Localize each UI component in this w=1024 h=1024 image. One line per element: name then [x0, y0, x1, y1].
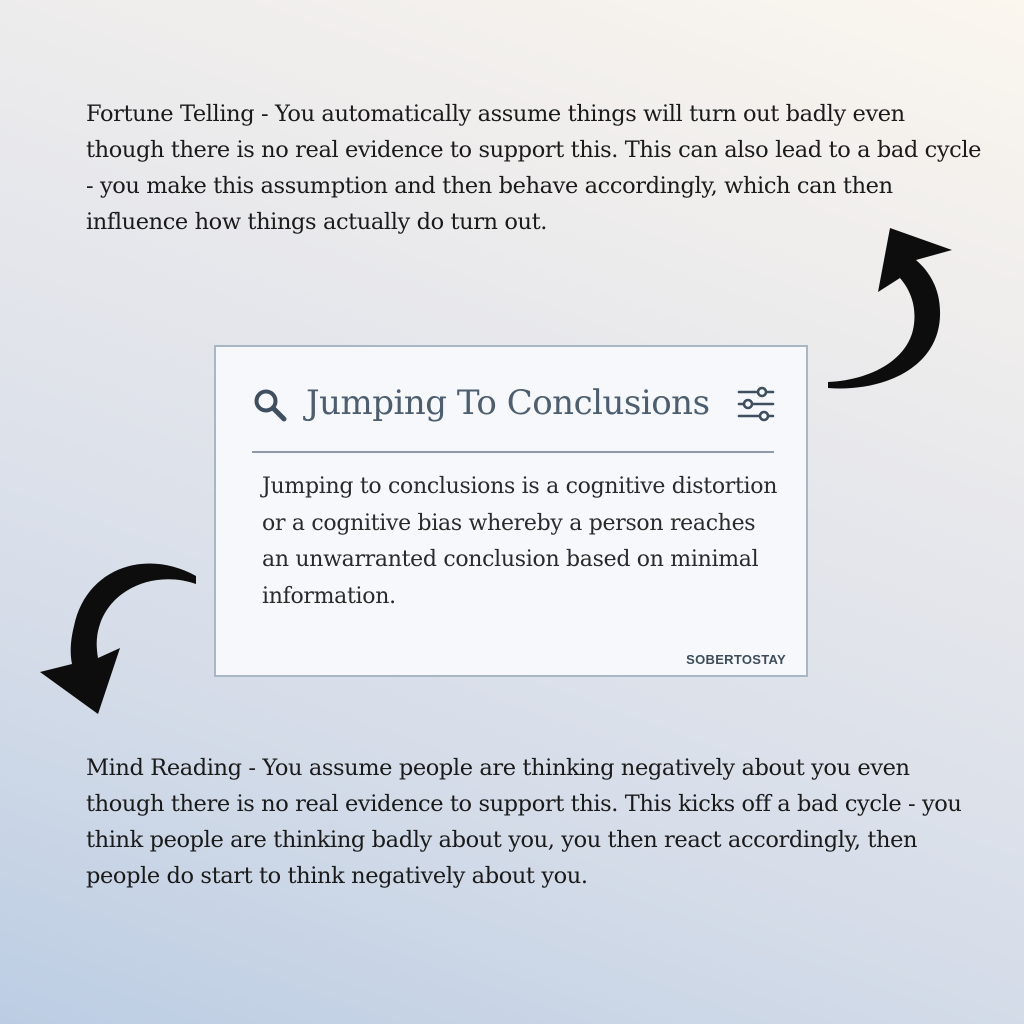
curved-arrow-up-icon	[820, 220, 960, 400]
definition-card	[214, 345, 808, 677]
card-title: Jumping To Conclusions	[306, 383, 710, 423]
filter-sliders-icon[interactable]	[736, 385, 776, 423]
fortune-telling-paragraph: Fortune Telling - You automatically assume things will turn out badly even though there is no real evidence to support this. This can also lead to a bad cycle - you make this assumption and then behave accordingly, which can then influence how things actually do turn out.	[86, 101, 982, 235]
search-icon[interactable]	[252, 387, 288, 423]
card-definition-text: Jumping to conclusions is a cognitive distortion or a cognitive bias whereby a person reaches an unwarranted conclusion based on minimal information.	[262, 474, 778, 609]
brand-label: SOBERTOSTAY	[686, 652, 786, 667]
mind-reading-paragraph: Mind Reading - You assume people are thinking negatively about you even though there is no real evidence to support this. This kicks off a bad cycle - you think people are thinking badly about you, you then react accordingly, then people do start to think negatively about you.	[86, 755, 962, 889]
card-divider	[252, 451, 774, 453]
curved-arrow-down-icon	[36, 548, 206, 718]
